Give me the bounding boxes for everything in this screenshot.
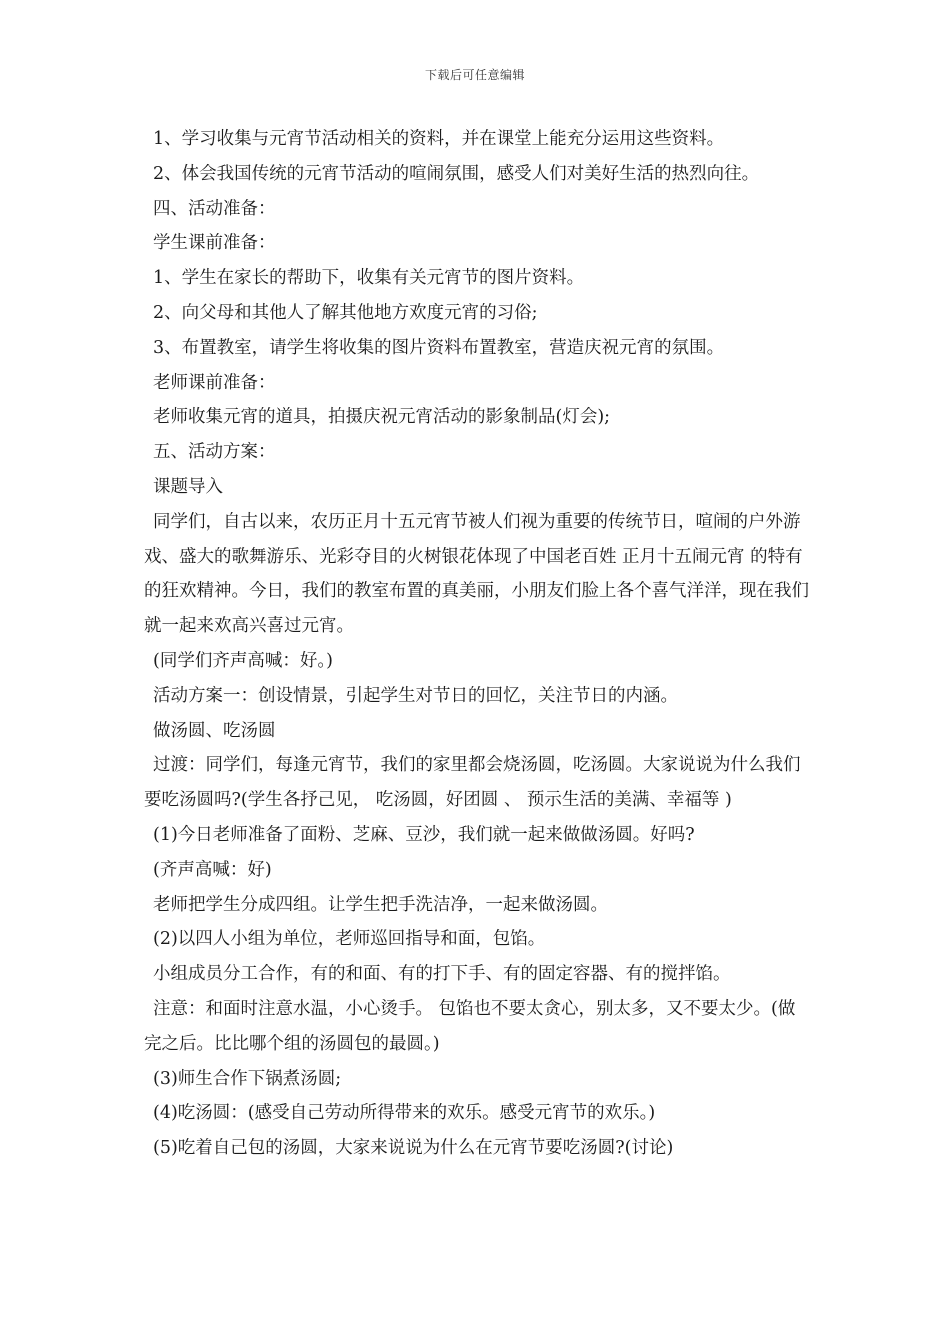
paragraph-student-prep-2: 2、向父母和其他人了解其他地方欢度元宵的习俗; — [153, 302, 538, 323]
subheading-make-tangyuan: 做汤圆、吃汤圆 — [153, 720, 276, 741]
paragraph-teacher-prep: 老师收集元宵的道具，拍摄庆祝元宵活动的影象制品(灯会); — [153, 407, 611, 428]
paragraph-plan-one: 活动方案一：创设情景，引起学生对节日的回忆，关注节日的内涵。 — [153, 685, 678, 706]
paragraph-transition: 过渡：同学们，每逢元宵节，我们的家里都会烧汤圆，吃汤圆。大家说说为什么我们要吃汤圆吗?(学生各抒己见， 吃汤圆，好团圆 、 预示生活的美满、幸福等 ) — [144, 755, 801, 811]
paragraph-step-3: (3)师生合作下锅煮汤圆; — [153, 1068, 342, 1089]
paragraph-student-prep-1: 1、学生在家长的帮助下，收集有关元宵节的图片资料。 — [153, 268, 585, 289]
paragraph-teamwork: 小组成员分工合作，有的和面、有的打下手、有的固定容器、有的搅拌馅。 — [153, 964, 731, 985]
subheading-intro: 课题导入 — [153, 476, 223, 497]
subheading-teacher-prep: 老师课前准备： — [153, 372, 276, 393]
paragraph-intro: 同学们，自古以来，农历正月十五元宵节被人们视为重要的传统节日，喧闹的户外游戏、盛大的歌舞游乐、光彩夺目的火树银花体现了中国老百姓 正月十五闹元宵 的特有的狂欢精神。今日，我们的教室布置的真美丽，小朋友们脸上各个喜气洋洋，现在我们就一起来欢高兴喜过元宵。 — [144, 511, 809, 637]
subheading-student-prep: 学生课前准备： — [153, 233, 276, 254]
paragraph-goal-2: 2、体会我国传统的元宵节活动的喧闹氛围，感受人们对美好生活的热烈向往。 — [153, 163, 760, 184]
paragraph-caution: 注意：和面时注意水温，小心烫手。 包馅也不要太贪心，别太多，又不要太少。(做完之后。比比哪个组的汤圆包的最圆。) — [144, 998, 796, 1054]
paragraph-class-response: (同学们齐声高喊：好。) — [153, 650, 333, 671]
paragraph-grouping: 老师把学生分成四组。让学生把手洗洁净，一起来做汤圆。 — [153, 894, 608, 915]
paragraph-step-4: (4)吃汤圆：(感受自己劳动所得带来的欢乐。感受元宵节的欢乐。) — [153, 1103, 656, 1124]
paragraph-class-shout: (齐声高喊：好) — [153, 859, 272, 880]
paragraph-student-prep-3: 3、布置教室，请学生将收集的图片资料布置教室，营造庆祝元宵的氛围。 — [153, 337, 725, 358]
paragraph-step-2: (2)以四人小组为单位，老师巡回指导和面，包馅。 — [153, 929, 546, 950]
document-body — [144, 122, 812, 1166]
section-heading-preparation: 四、活动准备： — [153, 198, 276, 219]
paragraph-step-1: (1)今日老师准备了面粉、芝麻、豆沙，我们就一起来做做汤圆。好吗? — [153, 824, 695, 845]
paragraph-step-5: (5)吃着自己包的汤圆，大家来说说为什么在元宵节要吃汤圆?(讨论) — [153, 1138, 674, 1159]
page-header-note: 下载后可任意编辑 — [424, 68, 525, 82]
section-heading-plan: 五、活动方案： — [153, 442, 276, 463]
paragraph-goal-1: 1、学习收集与元宵节活动相关的资料，并在课堂上能充分运用这些资料。 — [153, 129, 725, 149]
